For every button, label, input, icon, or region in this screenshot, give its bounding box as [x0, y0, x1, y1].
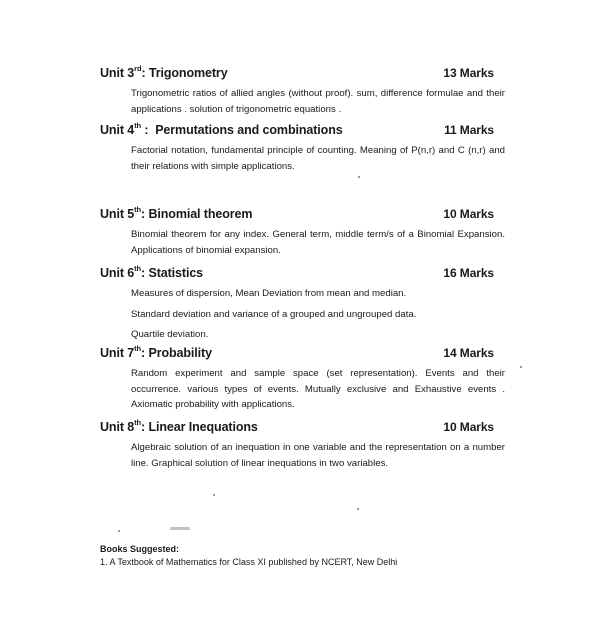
- unit-7: [100, 346, 505, 413]
- books-suggested: [100, 543, 520, 569]
- books-heading: Books Suggested:: [100, 544, 180, 554]
- unit-7-title: Unit 7th: Probability: [100, 344, 212, 360]
- scan-speck: [358, 176, 360, 178]
- unit-6: [100, 266, 505, 343]
- unit-5: [100, 207, 505, 258]
- unit-7-marks: 14 Marks: [443, 346, 494, 360]
- unit-7-description: Random experiment and sample space (set representation). Events and their occurrence. various types of events. Mutually exclusive and Exhaustive events . Axiomatic probability with applications.: [131, 368, 505, 410]
- unit-3-description: Trigonometric ratios of allied angles (without proof). sum, difference formulae and their applications . solution of trigonometric equations .: [131, 88, 505, 115]
- unit-8: [100, 420, 505, 471]
- scan-speck: [118, 530, 120, 532]
- unit-5-heading: [100, 207, 505, 221]
- unit-8-heading: [100, 420, 505, 434]
- scan-speck: [520, 366, 522, 368]
- unit-3-title: Unit 3rd: Trigonometry: [100, 64, 228, 80]
- scan-speck: [357, 508, 359, 510]
- unit-5-marks: 10 Marks: [443, 207, 494, 221]
- unit-5-description: Binomial theorem for any index. General term, middle term/s of a Binomial Expansion. Applications of binomial expansion.: [131, 229, 505, 256]
- unit-6-heading: [100, 266, 505, 280]
- book-item: 1. A Textbook of Mathematics for Class XI published by NCERT, New Delhi: [100, 557, 398, 567]
- unit-3-heading: [100, 66, 505, 80]
- unit-4-marks: 11 Marks: [444, 123, 494, 137]
- unit-7-heading: [100, 346, 505, 360]
- unit-4-title: Unit 4th : Permutations and combinations: [100, 121, 343, 137]
- unit-8-marks: 10 Marks: [443, 420, 494, 434]
- unit-8-description: Algebraic solution of an inequation in one variable and the representation on a number line. Graphical solution of linear inequations in two variables.: [131, 442, 505, 469]
- unit-3-marks: 13 Marks: [443, 66, 494, 80]
- unit-4-heading: [100, 123, 505, 137]
- unit-4: [100, 123, 505, 174]
- unit-6-description: Measures of dispersion, Mean Deviation from mean and median. Standard deviation and variance of a grouped and ungrouped data. Quartile deviation.: [131, 288, 417, 340]
- unit-6-marks: 16 Marks: [443, 266, 494, 280]
- scan-speck: [213, 494, 215, 496]
- scan-smudge: [170, 527, 190, 530]
- unit-4-description: Factorial notation, fundamental principle of counting. Meaning of P(n,r) and C (n,r) and their relations with simple applications.: [131, 145, 505, 172]
- unit-6-title: Unit 6th: Statistics: [100, 264, 204, 280]
- unit-3: [100, 66, 505, 117]
- unit-8-title: Unit 8th: Linear Inequations: [100, 418, 258, 434]
- unit-5-title: Unit 5th: Binomial theorem: [100, 205, 253, 221]
